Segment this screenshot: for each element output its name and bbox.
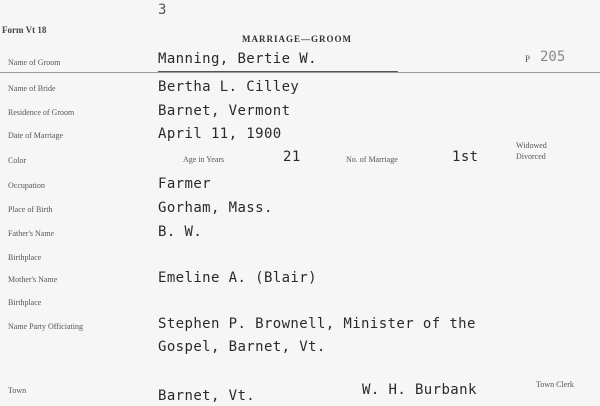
form-title: MARRIAGE—GROOM — [242, 34, 352, 44]
date-label: Date of Marriage — [8, 131, 64, 140]
town-clerk-label: Town Clerk — [536, 380, 574, 389]
date-value: April 11, 1900 — [158, 126, 282, 142]
officiant-label: Name Party Officiating — [8, 322, 83, 331]
birthplace-value: Gorham, Mass. — [158, 200, 273, 216]
page-label: P — [525, 54, 531, 64]
card-number: 3 — [158, 2, 167, 18]
form-id: Form Vt 18 — [2, 25, 47, 35]
occupation-value: Farmer — [158, 176, 211, 192]
groom-name-label: Name of Groom — [8, 58, 61, 67]
residence-label: Residence of Groom — [8, 108, 75, 117]
marriage-no-value: 1st — [452, 149, 479, 165]
father-birthplace-label: Birthplace — [8, 253, 42, 262]
mother-birthplace-label: Birthplace — [8, 298, 42, 307]
bride-name-value: Bertha L. Cilley — [158, 79, 300, 95]
residence-value: Barnet, Vermont — [158, 103, 291, 119]
officiant-line-1: Stephen P. Brownell, Minister of the — [158, 316, 476, 332]
bride-name-label: Name of Bride — [8, 84, 56, 93]
age-value: 21 — [283, 149, 301, 165]
divorced-label: Divorced — [516, 152, 546, 161]
mother-name-value: Emeline A. (Blair) — [158, 270, 317, 286]
mother-name-label: Mother's Name — [8, 275, 58, 284]
marriage-no-label: No. of Marriage — [346, 155, 398, 164]
officiant-line-2: Gospel, Barnet, Vt. — [158, 339, 326, 355]
father-name-value: B. W. — [158, 224, 203, 240]
town-label: Town — [8, 386, 27, 395]
occupation-label: Occupation — [8, 181, 45, 190]
color-label: Color — [8, 156, 27, 165]
header-rule — [0, 72, 600, 73]
birthplace-label: Place of Birth — [8, 205, 53, 214]
page-value: 205 — [540, 49, 566, 65]
town-clerk-value: W. H. Burbank — [362, 382, 477, 398]
age-label: Age in Years — [183, 155, 225, 164]
groom-name-value: Manning, Bertie W. — [158, 51, 317, 67]
widowed-label: Widowed — [516, 141, 547, 150]
father-name-label: Father's Name — [8, 229, 55, 238]
town-value: Barnet, Vt. — [158, 388, 256, 404]
